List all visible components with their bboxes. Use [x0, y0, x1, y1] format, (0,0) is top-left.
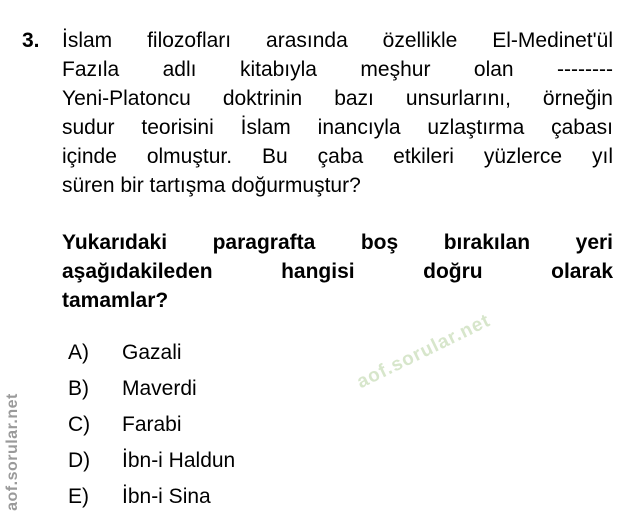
option-a[interactable]	[68, 341, 468, 377]
question-paragraph	[62, 26, 613, 200]
question-line: süren bir tartışma doğurmuştur?	[62, 174, 361, 197]
question-line: İslam filozofları arasında özellikle El-Medinet'ül	[62, 29, 613, 52]
option-letter: E)	[68, 485, 89, 508]
prompt-line: tamamlar?	[62, 289, 169, 312]
question-line: sudur teorisini İslam inancıyla uzlaştırma çabası	[62, 116, 613, 139]
option-e[interactable]	[68, 485, 468, 521]
question-line: Yeni-Platoncu doktrinin bazı unsurlarını, örneğin	[62, 87, 613, 110]
watermark-diagonal: aof.sorular.net	[353, 310, 494, 393]
option-d[interactable]	[68, 449, 468, 485]
watermark-vertical: aof.sorular.net	[4, 393, 21, 511]
question-number: 3.	[22, 29, 40, 52]
question-line: Fazıla adlı kitabıyla meşhur olan --------	[62, 58, 613, 81]
option-letter: D)	[68, 449, 91, 472]
option-text: Maverdi	[122, 377, 197, 400]
option-letter: C)	[68, 413, 91, 436]
question-prompt	[62, 228, 613, 315]
option-letter: B)	[68, 377, 89, 400]
question-line: içinde olmuştur. Bu çaba etkileri yüzlerce yıl	[62, 145, 613, 168]
option-text: Farabi	[122, 413, 182, 436]
option-c[interactable]	[68, 413, 468, 449]
option-b[interactable]	[68, 377, 468, 413]
answer-options	[68, 341, 468, 521]
option-text: İbn-i Sina	[122, 485, 211, 508]
option-text: Gazali	[122, 341, 182, 364]
prompt-line: aşağıdakileden hangisi doğru olarak	[62, 260, 613, 283]
option-letter: A)	[68, 341, 89, 364]
option-text: İbn-i Haldun	[122, 449, 236, 472]
prompt-line: Yukarıdaki paragrafta boş bırakılan yeri	[62, 231, 613, 254]
